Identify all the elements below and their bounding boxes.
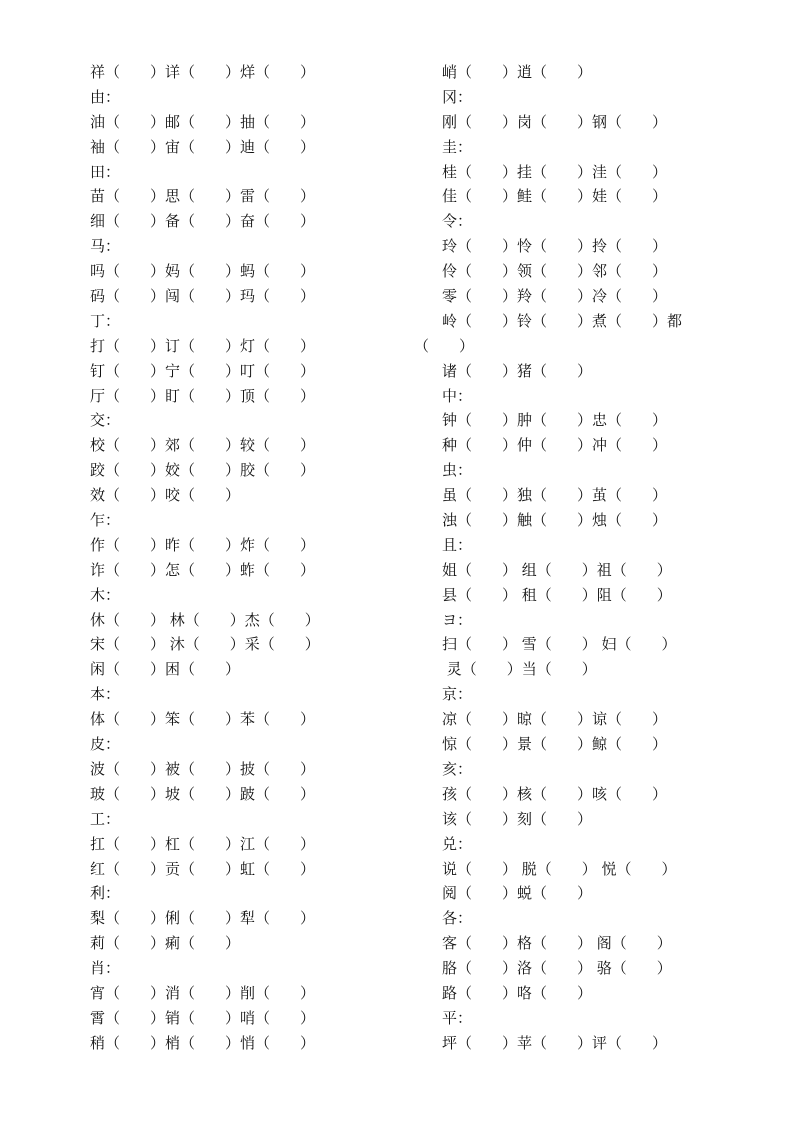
worksheet-line: 虽（ ）独（ ）茧（ ）: [442, 486, 668, 505]
worksheet-line: （ ）: [414, 336, 475, 355]
worksheet-line: 阅（ ）蜕（ ）: [442, 884, 593, 903]
worksheet-line: 桂（ ）挂（ ）洼（ ）: [442, 162, 668, 181]
worksheet-line: 惊（ ）景（ ）鲸（ ）: [442, 735, 668, 754]
worksheet-line: 作（ ）昨（ ）炸（ ）: [90, 535, 316, 554]
worksheet-line: 零（ ）羚（ ）冷（ ）: [442, 287, 668, 306]
worksheet-line: 码（ ）闯（ ）玛（ ）: [90, 287, 316, 306]
worksheet-line: 油（ ）邮（ ）抽（ ）: [90, 112, 316, 131]
worksheet-line: 休（ ） 林（ ）杰（ ）: [90, 610, 320, 629]
worksheet-line: 扫（ ） 雪（ ） 妇（ ）: [442, 635, 677, 654]
worksheet-line: 平：: [442, 1008, 473, 1027]
worksheet-line: 钟（ ）肿（ ）忠（ ）: [442, 411, 668, 430]
worksheet-line: 苗（ ）思（ ）雷（ ）: [90, 187, 316, 206]
worksheet-line: 路（ ）咯（ ）: [442, 983, 593, 1002]
worksheet-line: 由：: [90, 87, 121, 106]
worksheet-line: 诸（ ）猪（ ）: [442, 361, 593, 380]
worksheet-line: 冈：: [442, 87, 473, 106]
worksheet-line: 峭（ ）逍（ ）: [442, 63, 593, 81]
worksheet-line: 令：: [442, 212, 473, 231]
worksheet-line: 体（ ）笨（ ）苯（ ）: [90, 710, 316, 729]
worksheet-line: 且：: [442, 535, 473, 554]
worksheet-line: 交：: [90, 411, 121, 430]
worksheet-line: 客（ ）格（ ） 阁（ ）: [442, 934, 672, 953]
worksheet-line: 袖（ ）宙（ ）迪（ ）: [90, 137, 316, 156]
worksheet-line: 圭：: [442, 137, 473, 156]
worksheet-line: 兑：: [442, 834, 473, 853]
worksheet-line: 中：: [442, 386, 473, 405]
worksheet-line: 打（ ）订（ ）灯（ ）: [90, 336, 316, 355]
worksheet-line: 田：: [90, 162, 121, 181]
worksheet-line: 宵（ ）消（ ）削（ ）: [90, 983, 316, 1002]
worksheet-line: ヨ：: [442, 610, 473, 629]
worksheet-line: 宋（ ） 沐（ ）采（ ）: [90, 635, 320, 654]
worksheet-line: 县（ ） 租（ ）阻（ ）: [442, 585, 672, 604]
worksheet-line: 效（ ）咬（ ）: [90, 486, 241, 505]
worksheet-line: 种（ ）仲（ ）冲（ ）: [442, 436, 668, 455]
worksheet-line: 乍：: [90, 511, 121, 530]
worksheet-line: 伶（ ）领（ ）邻（ ）: [442, 262, 668, 281]
worksheet-line: 跤（ ）姣（ ）胶（ ）: [90, 461, 316, 480]
worksheet-line: 祥（ ）详（ ）烊（ ）: [90, 63, 316, 81]
worksheet-line: 丁：: [90, 311, 121, 330]
worksheet-line: 各：: [442, 909, 473, 928]
left-column: [90, 60, 410, 1056]
worksheet-line: 岭（ ）铃（ ）煮（ ）都: [442, 311, 683, 330]
worksheet-line: 利：: [90, 884, 121, 903]
worksheet-line: 稍（ ）梢（ ）悄（ ）: [90, 1033, 316, 1052]
right-column: [414, 60, 742, 1056]
worksheet-line: 玻（ ）坡（ ）跛（ ）: [90, 784, 316, 803]
worksheet-line: 波（ ）被（ ）披（ ）: [90, 759, 316, 778]
worksheet-line: 姐（ ） 组（ ）祖（ ）: [442, 560, 672, 579]
worksheet-line: 莉（ ）痢（ ）: [90, 934, 241, 953]
worksheet-line: 梨（ ）俐（ ）犁（ ）: [90, 909, 316, 928]
worksheet-line: 钉（ ）宁（ ）叮（ ）: [90, 361, 316, 380]
worksheet-line: 凉（ ）晾（ ）谅（ ）: [442, 710, 668, 729]
worksheet-line: 虫：: [442, 461, 473, 480]
worksheet-line: 佳（ ）鲑（ ）娃（ ）: [442, 187, 668, 206]
worksheet-line: 马：: [90, 237, 121, 256]
worksheet-line: 霄（ ）销（ ）哨（ ）: [90, 1008, 316, 1027]
worksheet-line: 亥：: [442, 759, 473, 778]
worksheet-line: 红（ ）贡（ ）虹（ ）: [90, 859, 316, 878]
worksheet-line: 皮：: [90, 735, 121, 754]
worksheet-line: 细（ ）备（ ）奋（ ）: [90, 212, 316, 231]
worksheet-line: 肖：: [90, 959, 121, 978]
worksheet-line: 扛（ ）杠（ ）江（ ）: [90, 834, 316, 853]
worksheet-line: 浊（ ）触（ ）烛（ ）: [442, 511, 668, 530]
worksheet-line: 诈（ ）怎（ ）蚱（ ）: [90, 560, 316, 579]
worksheet-line: 厅（ ）盯（ ）顶（ ）: [90, 386, 316, 405]
worksheet-line: 孩（ ）核（ ）咳（ ）: [442, 784, 668, 803]
worksheet-line: 玲（ ）怜（ ）拎（ ）: [442, 237, 668, 256]
worksheet-line: 该（ ）刻（ ）: [442, 809, 593, 828]
worksheet-line: 刚（ ）岗（ ）钢（ ）: [442, 112, 668, 131]
worksheet-line: 本：: [90, 685, 121, 704]
worksheet-line: 木：: [90, 585, 121, 604]
worksheet-line: 灵（ ）当（ ）: [442, 660, 597, 679]
worksheet-line: 说（ ） 脱（ ） 悦（ ）: [442, 859, 677, 878]
worksheet-line: 校（ ）郊（ ）较（ ）: [90, 436, 316, 455]
worksheet-line: 吗（ ）妈（ ）蚂（ ）: [90, 262, 316, 281]
worksheet-line: 闲（ ）困（ ）: [90, 660, 241, 679]
worksheet-line: 京：: [442, 685, 473, 704]
worksheet-line: 坪（ ）苹（ ）评（ ）: [442, 1033, 668, 1052]
worksheet-line: 胳（ ）洛（ ） 骆（ ）: [442, 959, 672, 978]
worksheet-line: 工：: [90, 809, 121, 828]
